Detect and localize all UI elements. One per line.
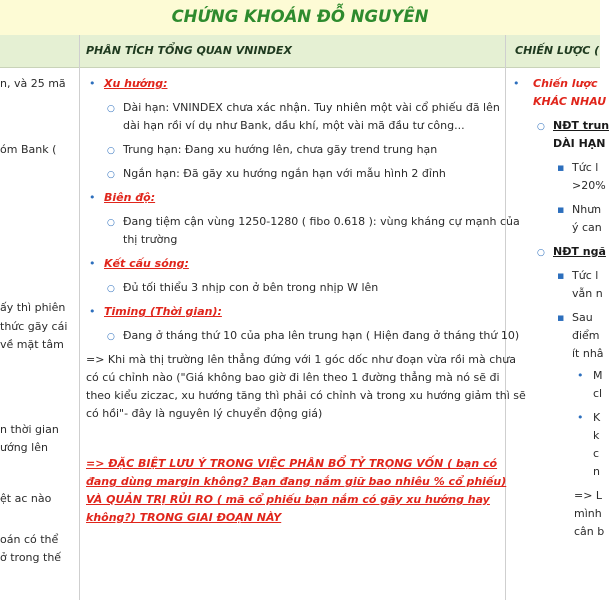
- ndt-ngan-han-label: NĐT ngă: [553, 245, 606, 258]
- left-text-6: n thời gian: [0, 423, 59, 436]
- left-text-2: óm Bank (: [0, 143, 57, 156]
- circle-bullet-icon: ○: [107, 284, 115, 294]
- dai-han-line-1: Dài hạn: VNINDEX chưa xác nhận. Tuy nhiên một vài cổ phiếu đã lên: [123, 101, 500, 114]
- warning-line-2: đang dùng margin không? Bạn đang nắm giữ bao nhiêu % cổ phiếu): [86, 475, 507, 488]
- left-text-8: ệt ac nào: [0, 492, 52, 505]
- circle-bullet-icon: ○: [107, 218, 115, 228]
- right-text-4: ý can: [572, 221, 602, 234]
- bullet-dot: •: [89, 77, 96, 90]
- right-text-12: K: [593, 411, 601, 424]
- warning-line-1: => ĐẶC BIỆT LƯU Ý TRONG VIỆC PHÂN BỔ TỶ TRỌNG VỐN ( bạn có: [86, 457, 498, 470]
- header-middle: PHÂN TÍCH TỔNG QUAN VNINDEX: [86, 44, 292, 57]
- trung-han-line: Trung hạn: Đang xu hướng lên, chưa gãy trend trung hạn: [123, 143, 438, 156]
- right-text-8: điểm: [572, 329, 600, 342]
- bullet-dot: •: [577, 369, 584, 382]
- right-text-13: k: [593, 429, 600, 442]
- right-text-6: vẫn n: [572, 287, 603, 300]
- circle-bullet-icon: ○: [107, 332, 115, 342]
- left-column: [0, 67, 79, 600]
- right-text-10: M: [593, 369, 603, 382]
- bullet-dot: •: [89, 191, 96, 204]
- square-bullet-icon: ▪: [557, 269, 565, 282]
- right-text-5: Tức l: [572, 269, 599, 282]
- left-text-10: ở trong thế: [0, 551, 62, 564]
- right-text-11: cl: [593, 387, 603, 400]
- bullet-dot: •: [577, 411, 584, 424]
- section-timing: Timing (Thời gian):: [104, 305, 222, 318]
- left-text-9: oán có thể: [0, 533, 59, 546]
- note-line-1: => Khi mà thị trường lên thẳng đứng với 1 góc dốc như đoạn vừa rồi mà chưa: [86, 353, 516, 366]
- right-text-2: >20%: [572, 179, 606, 192]
- header-right: CHIẾN LƯỢC (: [515, 44, 600, 57]
- warning-line-4: không?) TRONG GIAI ĐOẠN NÀY: [86, 511, 282, 524]
- note-line-3: theo kiểu ziczac, xu hướng tăng thì phải có chỉnh và trong xu hướng giảm thì sẽ: [86, 389, 526, 402]
- right-text-7: Sau: [572, 311, 593, 324]
- right-text-15: n: [593, 465, 600, 478]
- warning-line-3: VÀ QUẢN TRỊ RỦI RO ( mã cổ phiếu bạn nắm có gãy xu hướng hay: [86, 493, 490, 506]
- title-bar: [0, 0, 600, 36]
- circle-bullet-icon: ○: [107, 170, 115, 180]
- bullet-dot: •: [513, 77, 520, 90]
- bien-do-line-1: Đang tiệm cận vùng 1250-1280 ( fibo 0.618 ): vùng kháng cự mạnh của: [123, 215, 520, 228]
- left-text-7: ướng lên: [0, 441, 48, 454]
- left-text-1: n, và 25 mã: [0, 77, 66, 90]
- ket-cau-line: Đủ tối thiểu 3 nhịp con ở bên trong nhịp W lên: [123, 281, 379, 294]
- chien-luoc-line-2: KHÁC NHAU: [533, 95, 607, 108]
- dai-han-line-2: dài hạn rồi ví dụ như Bank, dầu khí, một vài mã đầu tư công...: [123, 119, 465, 132]
- left-text-3: ấy thì phiên: [0, 301, 66, 314]
- note-line-4: có hồi"- đây là nguyên lý chuyển động giá): [86, 407, 323, 420]
- bullet-dot: •: [89, 305, 96, 318]
- square-bullet-icon: ▪: [557, 311, 565, 324]
- timing-line: Đang ở tháng thứ 10 của pha lên trung hạn ( Hiện đang ở tháng thứ 10): [123, 329, 520, 342]
- section-xu-huong: Xu hướng:: [104, 77, 168, 90]
- left-text-4: thức gãy cái: [0, 320, 68, 333]
- bullet-dot: •: [89, 257, 96, 270]
- section-bien-do: Biên độ:: [104, 191, 156, 204]
- circle-bullet-icon: ○: [537, 122, 545, 132]
- right-text-17: mình: [574, 507, 602, 520]
- table-header-row: [0, 35, 600, 68]
- page-title: CHỨNG KHOÁN ĐỖ NGUYÊN: [171, 7, 429, 26]
- left-text-5: về mặt tâm: [0, 338, 64, 351]
- right-text-1: Tức l: [572, 161, 599, 174]
- right-text-18: cân b: [574, 525, 605, 538]
- circle-bullet-icon: ○: [537, 248, 545, 258]
- dai-han-label: DÀI HẠN: [553, 137, 606, 150]
- note-line-2: có cú chỉnh nào ("Giá không bao giờ đi lên theo 1 đường thẳng mà nó sẽ đi: [86, 371, 500, 384]
- right-column: [506, 67, 609, 600]
- square-bullet-icon: ▪: [557, 161, 565, 174]
- circle-bullet-icon: ○: [107, 146, 115, 156]
- ngan-han-line: Ngắn hạn: Đã gãy xu hướng ngắn hạn với mẫu hình 2 đỉnh: [123, 167, 446, 180]
- square-bullet-icon: ▪: [557, 203, 565, 216]
- circle-bullet-icon: ○: [107, 104, 115, 114]
- middle-column: [80, 67, 526, 600]
- right-text-16: => L: [574, 489, 603, 502]
- right-text-3: Nhưn: [572, 203, 602, 216]
- ndt-trung-han-label: NĐT trun: [553, 119, 609, 132]
- bien-do-line-2: thị trường: [123, 233, 178, 246]
- chien-luoc-line-1: Chiến lược: [533, 77, 598, 90]
- section-ket-cau-song: Kết cấu sóng:: [104, 257, 189, 270]
- right-text-9: ít nhâ: [572, 347, 604, 360]
- right-text-14: c: [593, 447, 600, 460]
